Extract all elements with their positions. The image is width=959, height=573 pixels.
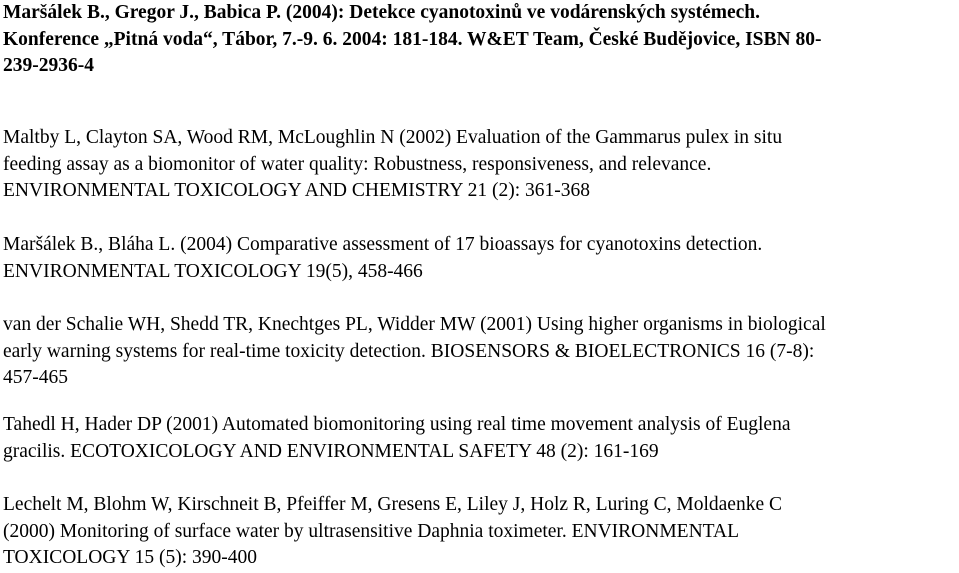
reference-entry [3, 0, 822, 80]
reference-line: 457-465 [3, 367, 68, 389]
reference-line: early warning systems for real-time toxicity detection. BIOSENSORS & BIOELECTRONICS 16 (7-8): [3, 340, 815, 362]
reference-entry [3, 312, 826, 392]
reference-line: Maršálek B., Bláha L. (2004) Comparative assessment of 17 bioassays for cyanotoxins detection. [3, 234, 763, 255]
reference-line: van der Schalie WH, Shedd TR, Knechtges PL, Widder MW (2001) Using higher organisms in biological [3, 314, 826, 335]
reference-line: ENVIRONMENTAL TOXICOLOGY 19(5), 458-466 [3, 260, 423, 282]
reference-line: Tahedl H, Hader DP (2001) Automated biomonitoring using real time movement analysis of Euglena [3, 414, 791, 435]
reference-line: 239-2936-4 [3, 55, 94, 77]
reference-line: ENVIRONMENTAL TOXICOLOGY AND CHEMISTRY 21 (2): 361-368 [3, 180, 591, 202]
reference-entry [3, 492, 782, 572]
reference-line: Konference „Pitná voda“, Tábor, 7.-9. 6. 2004: 181-184. W&ET Team, České Budějovice, ISBN 80- [3, 28, 822, 50]
reference-entry [3, 125, 782, 205]
reference-entry [3, 412, 791, 465]
reference-entry [3, 232, 762, 285]
reference-line: (2000) Monitoring of surface water by ultrasensitive Daphnia toximeter. ENVIRONMENTAL [3, 520, 740, 542]
reference-line: gracilis. ECOTOXICOLOGY AND ENVIRONMENTAL SAFETY 48 (2): 161-169 [3, 440, 659, 462]
reference-line: feeding assay as a biomonitor of water quality: Robustness, responsiveness, and relevance. [3, 153, 712, 175]
reference-line: Lechelt M, Blohm W, Kirschneit B, Pfeiffer M, Gresens E, Liley J, Holz R, Luring C, Moldaenke C [3, 494, 782, 515]
reference-line: TOXICOLOGY 15 (5): 390-400 [3, 547, 258, 569]
reference-line: Maršálek B., Gregor J., Babica P. (2004): Detekce cyanotoxinů ve vodárenských systémech. [3, 2, 761, 23]
reference-line: Maltby L, Clayton SA, Wood RM, McLoughlin N (2002) Evaluation of the Gammarus pulex in situ [3, 127, 783, 148]
